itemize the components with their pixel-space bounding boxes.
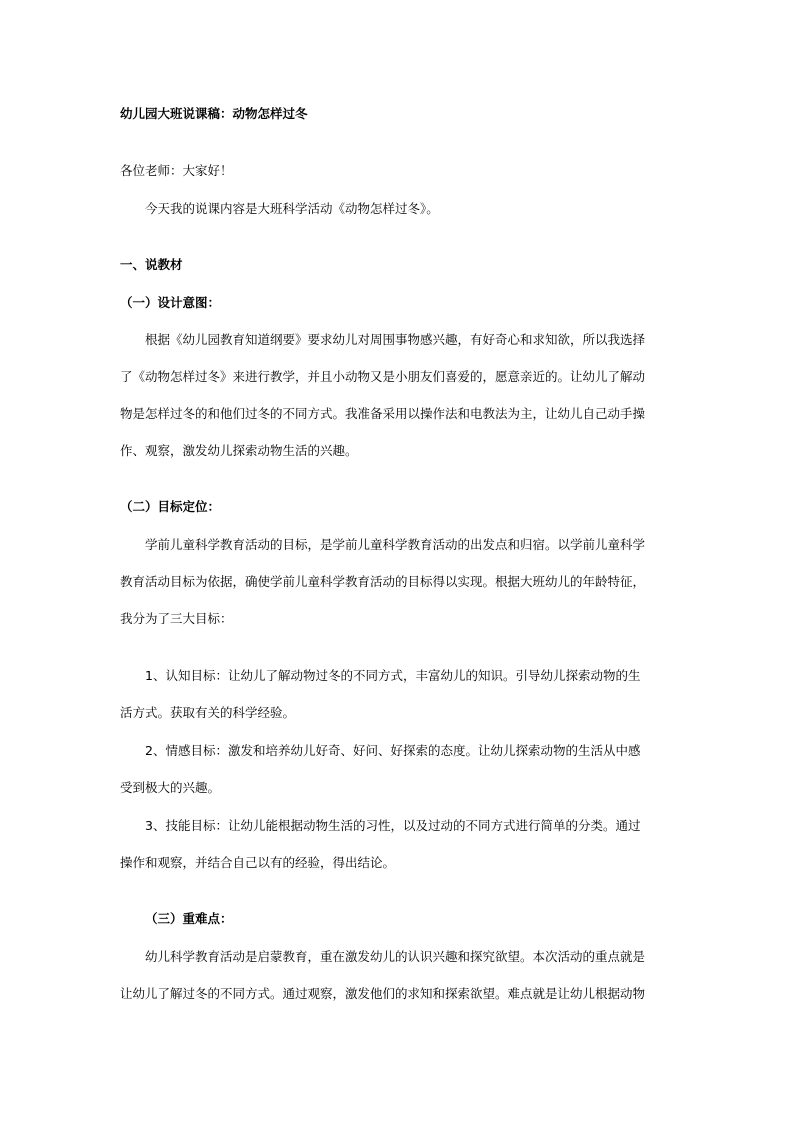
paragraph-line: 教育活动目标为依据，确使学前儿童科学教育活动的目标得以实现。根据大班幼儿的年龄特征， — [120, 574, 646, 589]
paragraph-line: 根据《幼儿园教育知道纲要》要求幼儿对周围事物感兴趣，有好奇心和求知欲，所以我选择 — [145, 332, 646, 347]
paragraph-line: 物是怎样过冬的和他们过冬的不同方式。我准备采用以操作法和电教法为主，让幼儿自己动手操 — [120, 406, 646, 421]
paragraph-line: 学前儿童科学教育活动的目标，是学前儿童科学教育活动的出发点和归宿。以学前儿童科学 — [145, 537, 646, 552]
paragraph-line: 我分为了三大目标： — [120, 611, 233, 626]
paragraph-line: 作、观察，激发幼儿探索动物生活的兴趣。 — [120, 443, 358, 458]
document-title: 幼儿园大班说课稿：动物怎样过冬 — [120, 106, 308, 121]
paragraph-line: 让幼儿了解过冬的不同方式。通过观察，激发他们的求知和探索欲望。难点就是让幼儿根据动物 — [120, 986, 646, 1001]
goal-cognitive-line: 1、认知目标：让幼儿了解动物过冬的不同方式，丰富幼儿的知识。引导幼儿探索动物的生 — [145, 668, 641, 683]
subsection-heading-key-points: （三）重难点： — [145, 911, 233, 926]
section-heading: 一、说教材 — [120, 257, 183, 272]
subsection-heading-design: （一）设计意图： — [120, 295, 221, 310]
greeting: 各位老师：大家好！ — [120, 163, 233, 178]
goal-cognitive-line: 活方式。获取有关的科学经验。 — [120, 705, 296, 720]
intro-paragraph: 今天我的说课内容是大班科学活动《动物怎样过冬》。 — [145, 201, 439, 216]
goal-skill-line: 操作和观察，并结合自己以有的经验，得出结论。 — [120, 855, 396, 870]
goal-skill-line: 3、技能目标：让幼儿能根据动物生活的习性，以及过动的不同方式进行简单的分类。通过 — [145, 818, 641, 833]
paragraph-line: 了《动物怎样过冬》来进行教学，并且小动物又是小朋友们喜爱的，愿意亲近的。让幼儿了解动 — [120, 369, 646, 384]
goal-emotional-line: 受到极大的兴趣。 — [120, 780, 221, 795]
paragraph-line: 幼儿科学教育活动是启蒙教育，重在激发幼儿的认识兴趣和探究欲望。本次活动的重点就是 — [145, 949, 646, 964]
goal-emotional-line: 2、情感目标：激发和培养幼儿好奇、好问、好探索的态度。让幼儿探索动物的生活从中感 — [145, 743, 641, 758]
subsection-heading-goals: （二）目标定位： — [120, 499, 221, 514]
